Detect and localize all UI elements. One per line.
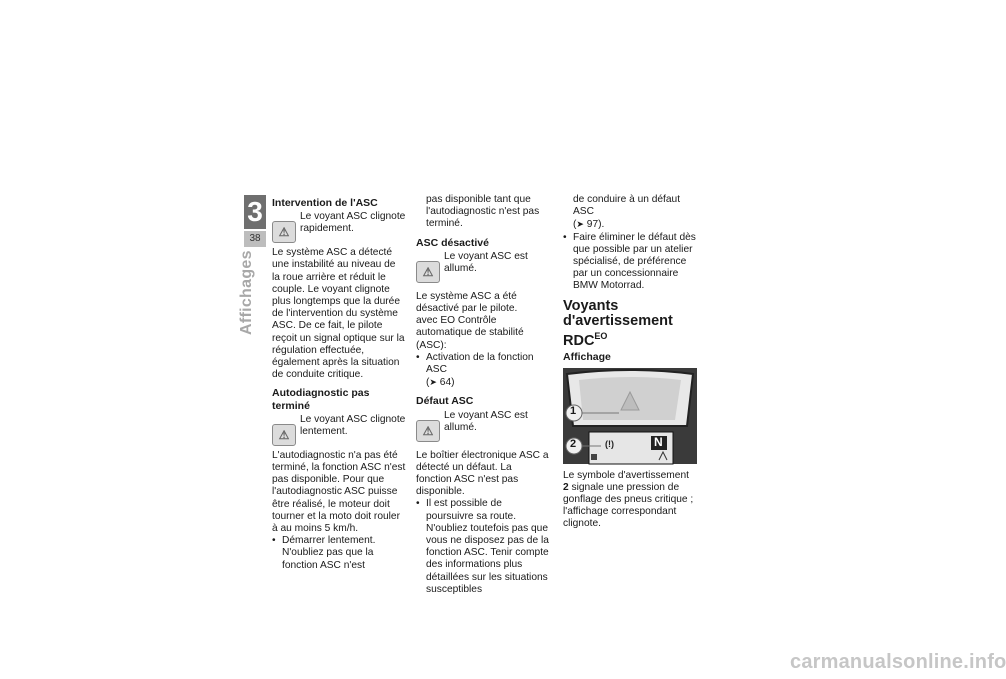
list-item-text: Il est possible de poursuivre sa route. N'oubliez toutefois pas que vous ne disposez pas de la fonction ASC. Tenir compte des informations plus détaillées sur les situations susceptibles (426, 498, 549, 595)
bullet-icon: • (416, 351, 420, 363)
column-2 (416, 194, 550, 596)
page-ref: 97). (586, 219, 605, 231)
asc-warning-icon: ⚠ (272, 221, 296, 243)
warning-block (272, 211, 406, 243)
bullet-icon: • (416, 498, 420, 510)
list-item (416, 498, 550, 596)
callout-1: 1 (570, 404, 577, 417)
asc-warning-icon: ⚠ (416, 261, 440, 283)
warning-block (416, 410, 550, 442)
warning-text: Le voyant ASC clignote rapidement. (300, 211, 406, 235)
dashboard-figure (563, 368, 697, 464)
warning-text: Le voyant ASC est allumé. (444, 409, 528, 433)
heading-intervention: Intervention de l'ASC (272, 197, 378, 209)
list-item-text: Démarrer lentement. N'oubliez pas que la fonction ASC n'est (282, 535, 376, 571)
column-1 (272, 194, 406, 572)
warning-block (272, 414, 406, 446)
gear-indicator: N (654, 434, 663, 449)
paragraph: Le boîtier électronique ASC a détecté un défaut. La fonction ASC n'est pas disponible. (416, 449, 549, 498)
bullet-icon: • (272, 535, 276, 547)
heading-defaut: Défaut ASC (416, 395, 474, 408)
chapter-number: 3 (244, 195, 266, 229)
chapter-title: Affichages (238, 250, 255, 335)
paragraph: pas disponible tant que l'autodiagnostic n'est pas terminé. (426, 194, 540, 230)
heading-autodiag: Autodiagnostic pas terminé (272, 387, 370, 412)
column-3 (563, 194, 697, 531)
bullet-icon: • (563, 231, 567, 243)
callout-2: 2 (570, 437, 577, 450)
page-ref-arrow-icon: ➤ (576, 219, 584, 230)
list-item-text: Activation de la fonction ASC (426, 351, 534, 376)
heading-affichage: Affichage (563, 351, 611, 364)
paragraph: de conduire à un défaut ASC (➤ 97). (573, 194, 681, 231)
heading-voyants-rdc: Voyants d'avertissement $RDC^{EO}$ (563, 297, 673, 349)
dashboard-illustration (563, 368, 697, 464)
tire-pressure-warning-icon: (!) (605, 438, 614, 449)
paragraph: L'autodiagnostic n'a pas été terminé, la fonction ASC n'est pas disponible. Pour que l'autodiagnostic ASC puisse être réalisé, le moteur doit tourner et la moto doit rouler à au moins 5 km/h. (272, 449, 406, 535)
asc-warning-icon: ⚠ (416, 420, 440, 442)
page-ref-arrow-icon: ➤ (429, 377, 437, 388)
paragraph: Le symbole d'avertissement 2 signale une pression de gonflage des pneus critique ; l'affichage correspondant clignote. (563, 469, 694, 530)
page-number: 38 (244, 231, 266, 247)
list-item (563, 232, 697, 293)
asc-warning-icon: ⚠ (272, 424, 296, 446)
paragraph: Le système ASC a été désactivé par le pilote. (416, 290, 518, 315)
warning-text: Le voyant ASC est allumé. (444, 250, 528, 275)
list-item: • Activation de la fonction ASC (➤ 64) (416, 351, 534, 389)
list-item (272, 535, 406, 572)
paragraph: Le système ASC a détecté une instabilité au niveau de la roue arrière et réduit le couple. Le voyant clignote plus longtemps que la durée de l'intervention du système ASC. De ce fait, le pilote reçoit un signal optique sur la régulation effectuée, également après la situation de conduite critique. (272, 247, 405, 381)
paragraph: avec EO Contrôle automatique de stabilité (ASC): (416, 315, 524, 351)
warning-text: Le voyant ASC clignote lentement. (300, 413, 406, 438)
watermark: carmanualsonline.info (790, 651, 1006, 673)
list-item-text: Faire éliminer le défaut dès que possible par un atelier spécialisé, de préférence par un concessionnaire BMW Motorrad. (573, 231, 696, 292)
heading-desactive: ASC désactivé (416, 236, 489, 249)
page-ref: 64) (439, 377, 455, 389)
warning-block (416, 251, 550, 283)
